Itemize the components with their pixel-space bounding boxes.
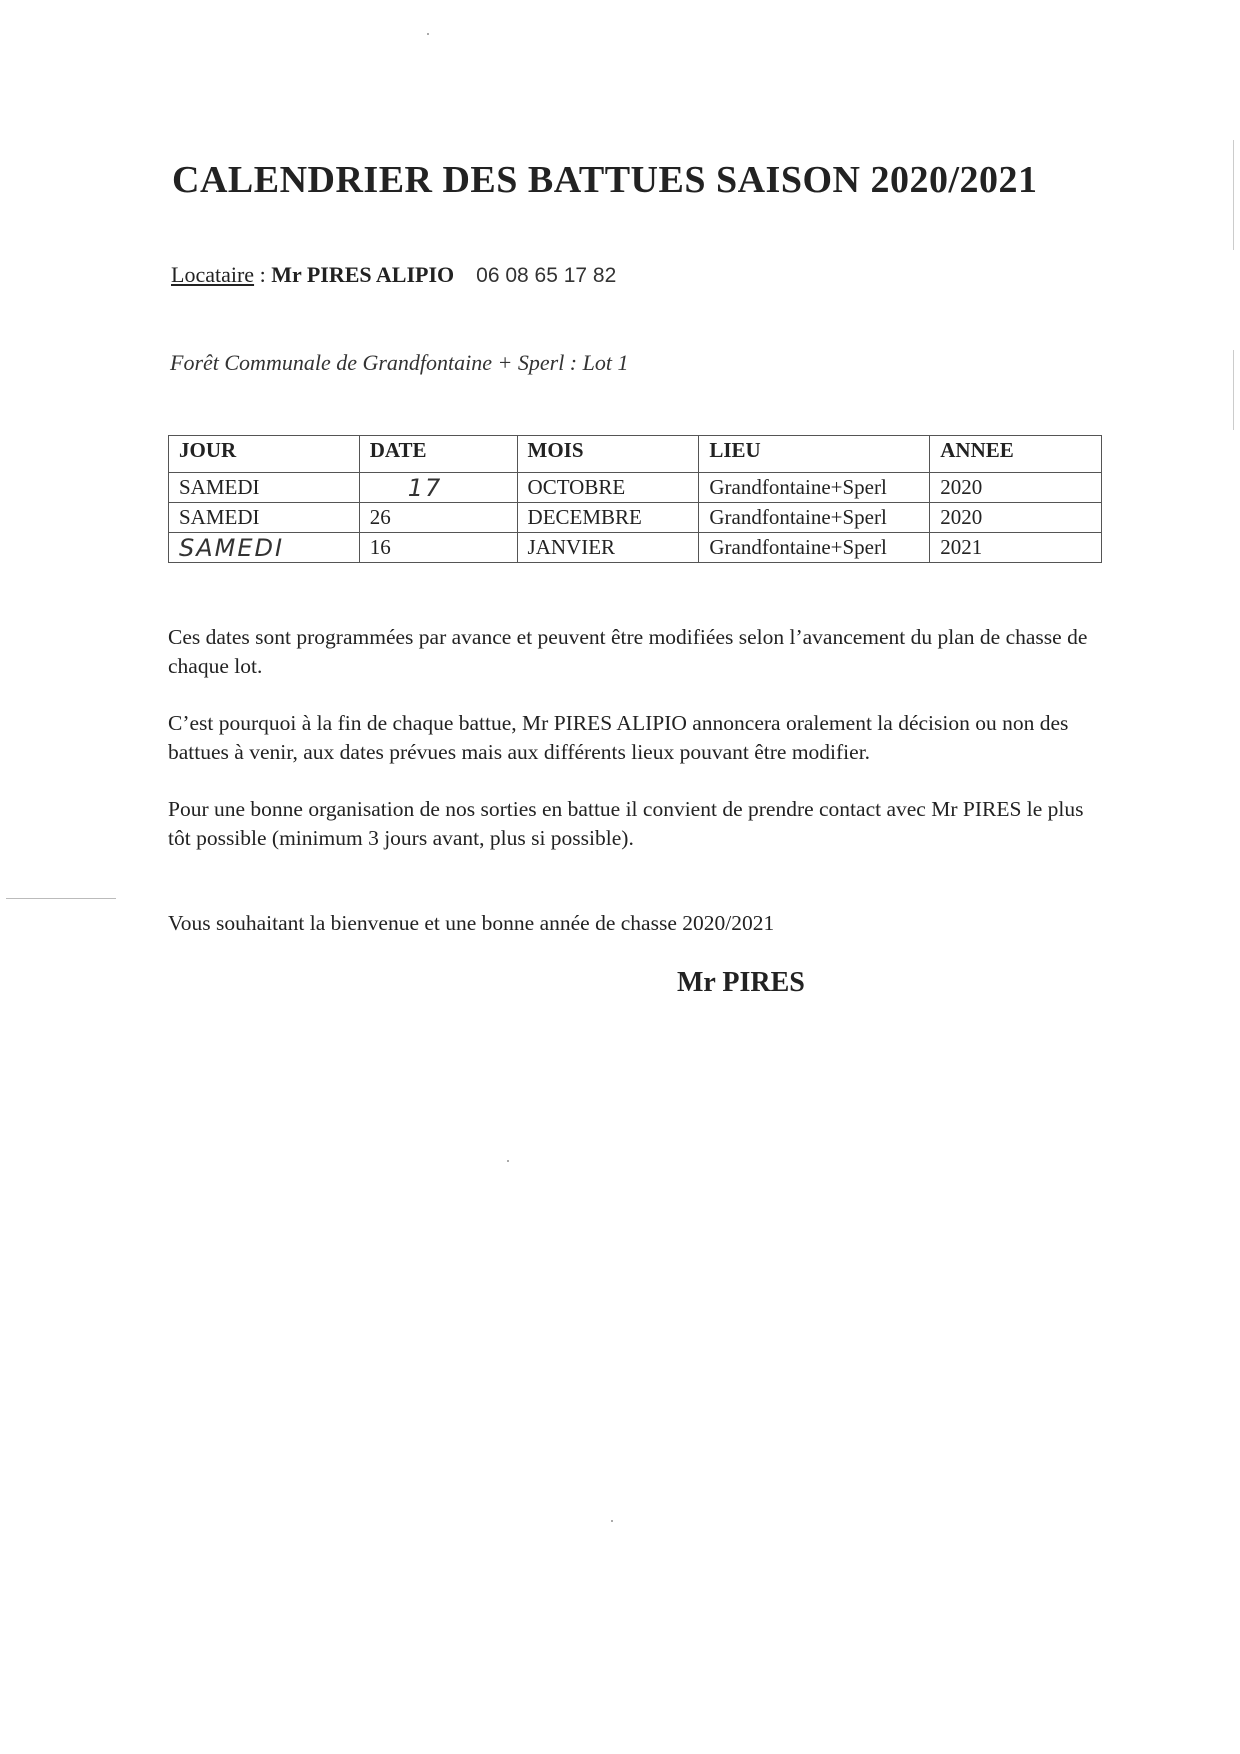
cell-lieu: Grandfontaine+Sperl — [699, 503, 930, 533]
scan-artifact-dot — [507, 1160, 509, 1162]
cell-annee: 2021 — [930, 533, 1102, 563]
cell-date: 26 — [359, 503, 517, 533]
table-header-row — [169, 436, 1102, 473]
cell-lieu: Grandfontaine+Sperl — [699, 473, 930, 503]
cell-date: 16 — [359, 533, 517, 563]
table-row — [169, 503, 1102, 533]
tenant-name: Mr PIRES ALIPIO — [271, 262, 455, 287]
tenant-label: Locataire — [171, 262, 255, 287]
scan-artifact-right-top — [1233, 140, 1234, 250]
paragraph-contact: Pour une bonne organisation de nos sorties en battue il convient de prendre contact avec Mr PIRES le plus tôt possible (minimum 3 jours avant, plus si possible). — [168, 797, 1084, 850]
cell-lieu: Grandfontaine+Sperl — [699, 533, 930, 563]
cell-mois: DECEMBRE — [517, 503, 699, 533]
forest-lot: Forêt Communale de Grandfontaine + Sperl : Lot 1 — [170, 350, 629, 375]
cell-mois: JANVIER — [517, 533, 699, 563]
paragraph-announcement: C’est pourquoi à la fin de chaque battue, Mr PIRES ALIPIO annoncera oralement la décision ou non des battues à venir, aux dates prévues mais aux différents lieux pouvant être modifier. — [168, 711, 1069, 764]
hunt-schedule-table — [168, 435, 1102, 563]
document-title: CALENDRIER DES BATTUES SAISON 2020/2021 — [172, 159, 1038, 201]
paragraph-schedule-note: Ces dates sont programmées par avance et peuvent être modifiées selon l’avancement du plan de chasse de chaque lot. — [168, 625, 1088, 678]
table-row — [169, 473, 1102, 503]
header-mois: MOIS — [517, 436, 699, 473]
cell-jour: SAMEDI — [169, 503, 360, 533]
scan-artifact-dot — [611, 1520, 613, 1522]
cell-jour: SAMEDI — [169, 533, 360, 563]
cell-mois: OCTOBRE — [517, 473, 699, 503]
table-row — [169, 533, 1102, 563]
signature-name: Mr PIRES — [677, 967, 805, 998]
tenant-phone: 06 08 65 17 82 — [476, 264, 617, 287]
cell-date: 17 — [359, 473, 517, 503]
scan-artifact-right-mid — [1233, 350, 1234, 430]
tenant-line — [171, 262, 616, 288]
scan-artifact-left — [6, 898, 116, 899]
cell-annee: 2020 — [930, 473, 1102, 503]
header-annee: ANNEE — [930, 436, 1102, 473]
cell-jour: SAMEDI — [169, 473, 360, 503]
cell-annee: 2020 — [930, 503, 1102, 533]
header-date: DATE — [359, 436, 517, 473]
header-lieu: LIEU — [699, 436, 930, 473]
header-jour: JOUR — [169, 436, 360, 473]
scan-artifact-dot — [427, 33, 429, 35]
paragraph-welcome: Vous souhaitant la bienvenue et une bonne année de chasse 2020/2021 — [168, 911, 775, 935]
tenant-separator: : — [254, 262, 272, 287]
